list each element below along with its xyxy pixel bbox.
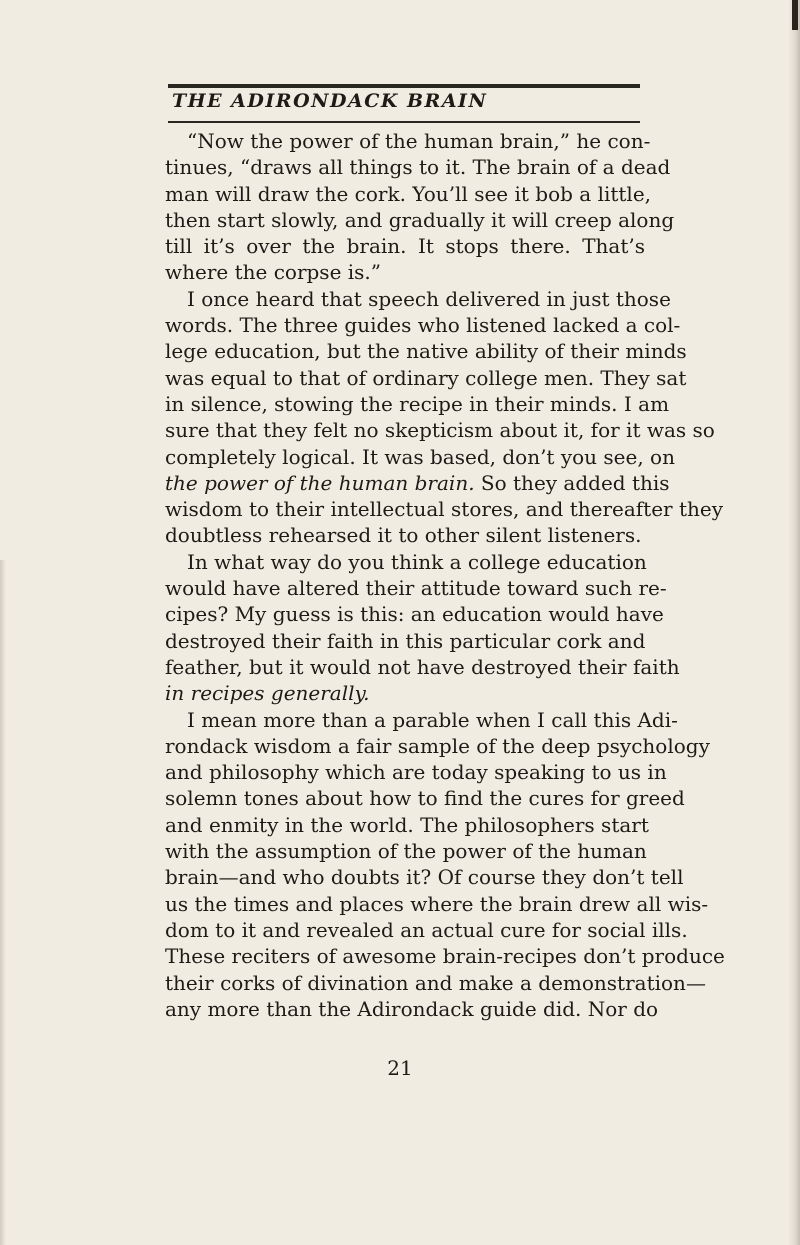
body-text [165,128,725,1022]
text-fragment: So they added this [474,470,670,495]
text-line-mixed [165,470,670,496]
text-line: and philosophy which are today speaking to us in [165,760,667,785]
running-head: THE ADIRONDACK BRAIN [172,90,488,112]
text-line: “Now the power of the human brain,” he con- [187,129,651,153]
text-line: any more than the Adirondack guide did. Nor do [165,996,659,1021]
text-line: doubtless rehearsed it to other silent listeners. [165,523,642,548]
italic-phrase: the power of the human brain. [165,470,475,495]
text-line: lege education, but the native ability of their minds [165,339,687,364]
text-line: would have altered their attitude toward such re- [165,576,667,601]
text-line: I mean more than a parable when I call this Adi- [187,707,678,732]
text-line: and enmity in the world. The philosophers start [165,812,649,837]
text-line: was equal to that of ordinary college men. They sat [165,365,687,390]
text-line: wisdom to their intellectual stores, and thereafter they [165,497,724,522]
page-gutter-shadow [0,560,6,1245]
text-line: then start slowly, and gradually it will creep along [165,207,675,232]
text-line: man will draw the cork. You’ll see it bob a little, [165,181,652,206]
page-corner-mark [792,0,798,30]
text-line-italic [165,680,645,706]
header-rule-top [168,84,640,88]
text-line: us the times and places where the brain drew all wis- [165,891,709,916]
text-line: feather, but it would not have destroyed their faith [165,654,680,679]
text-line: In what way do you think a college education [187,549,647,574]
text-line: These reciters of awesome brain-recipes don’t produce [165,944,725,969]
text-line: with the assumption of the power of the human [165,839,647,864]
text-line: sure that they felt no skepticism about it, for it was so [165,418,715,443]
text-line: I once heard that speech delivered in just those [187,286,671,311]
text-line: tinues, “draws all things to it. The brain of a dead [165,155,671,180]
text-line: in silence, stowing the recipe in their minds. I am [165,391,670,416]
text-line: rondack wisdom a fair sample of the deep psychology [165,733,710,758]
text-line: words. The three guides who listened lacked a col- [165,313,681,338]
text-line: till it’s over the brain. It stops there. That’s [165,234,645,259]
text-line: where the corpse is.” [165,260,382,285]
italic-phrase: in recipes generally. [165,681,370,706]
text-line: brain—and who doubts it? Of course they don’t tell [165,865,684,890]
header-rule-bottom [168,121,640,123]
text-line: cipes? My guess is this: an education would have [165,602,664,627]
text-line: solemn tones about how to find the cures for greed [165,786,685,811]
text-line: completely logical. It was based, don’t you see, on [165,444,675,469]
text-line: dom to it and revealed an actual cure for social ills. [165,917,688,942]
text-line: destroyed their faith in this particular cork and [165,628,646,653]
text-line: their corks of divination and make a demonstration— [165,970,706,995]
page-number: 21 [387,1056,413,1080]
